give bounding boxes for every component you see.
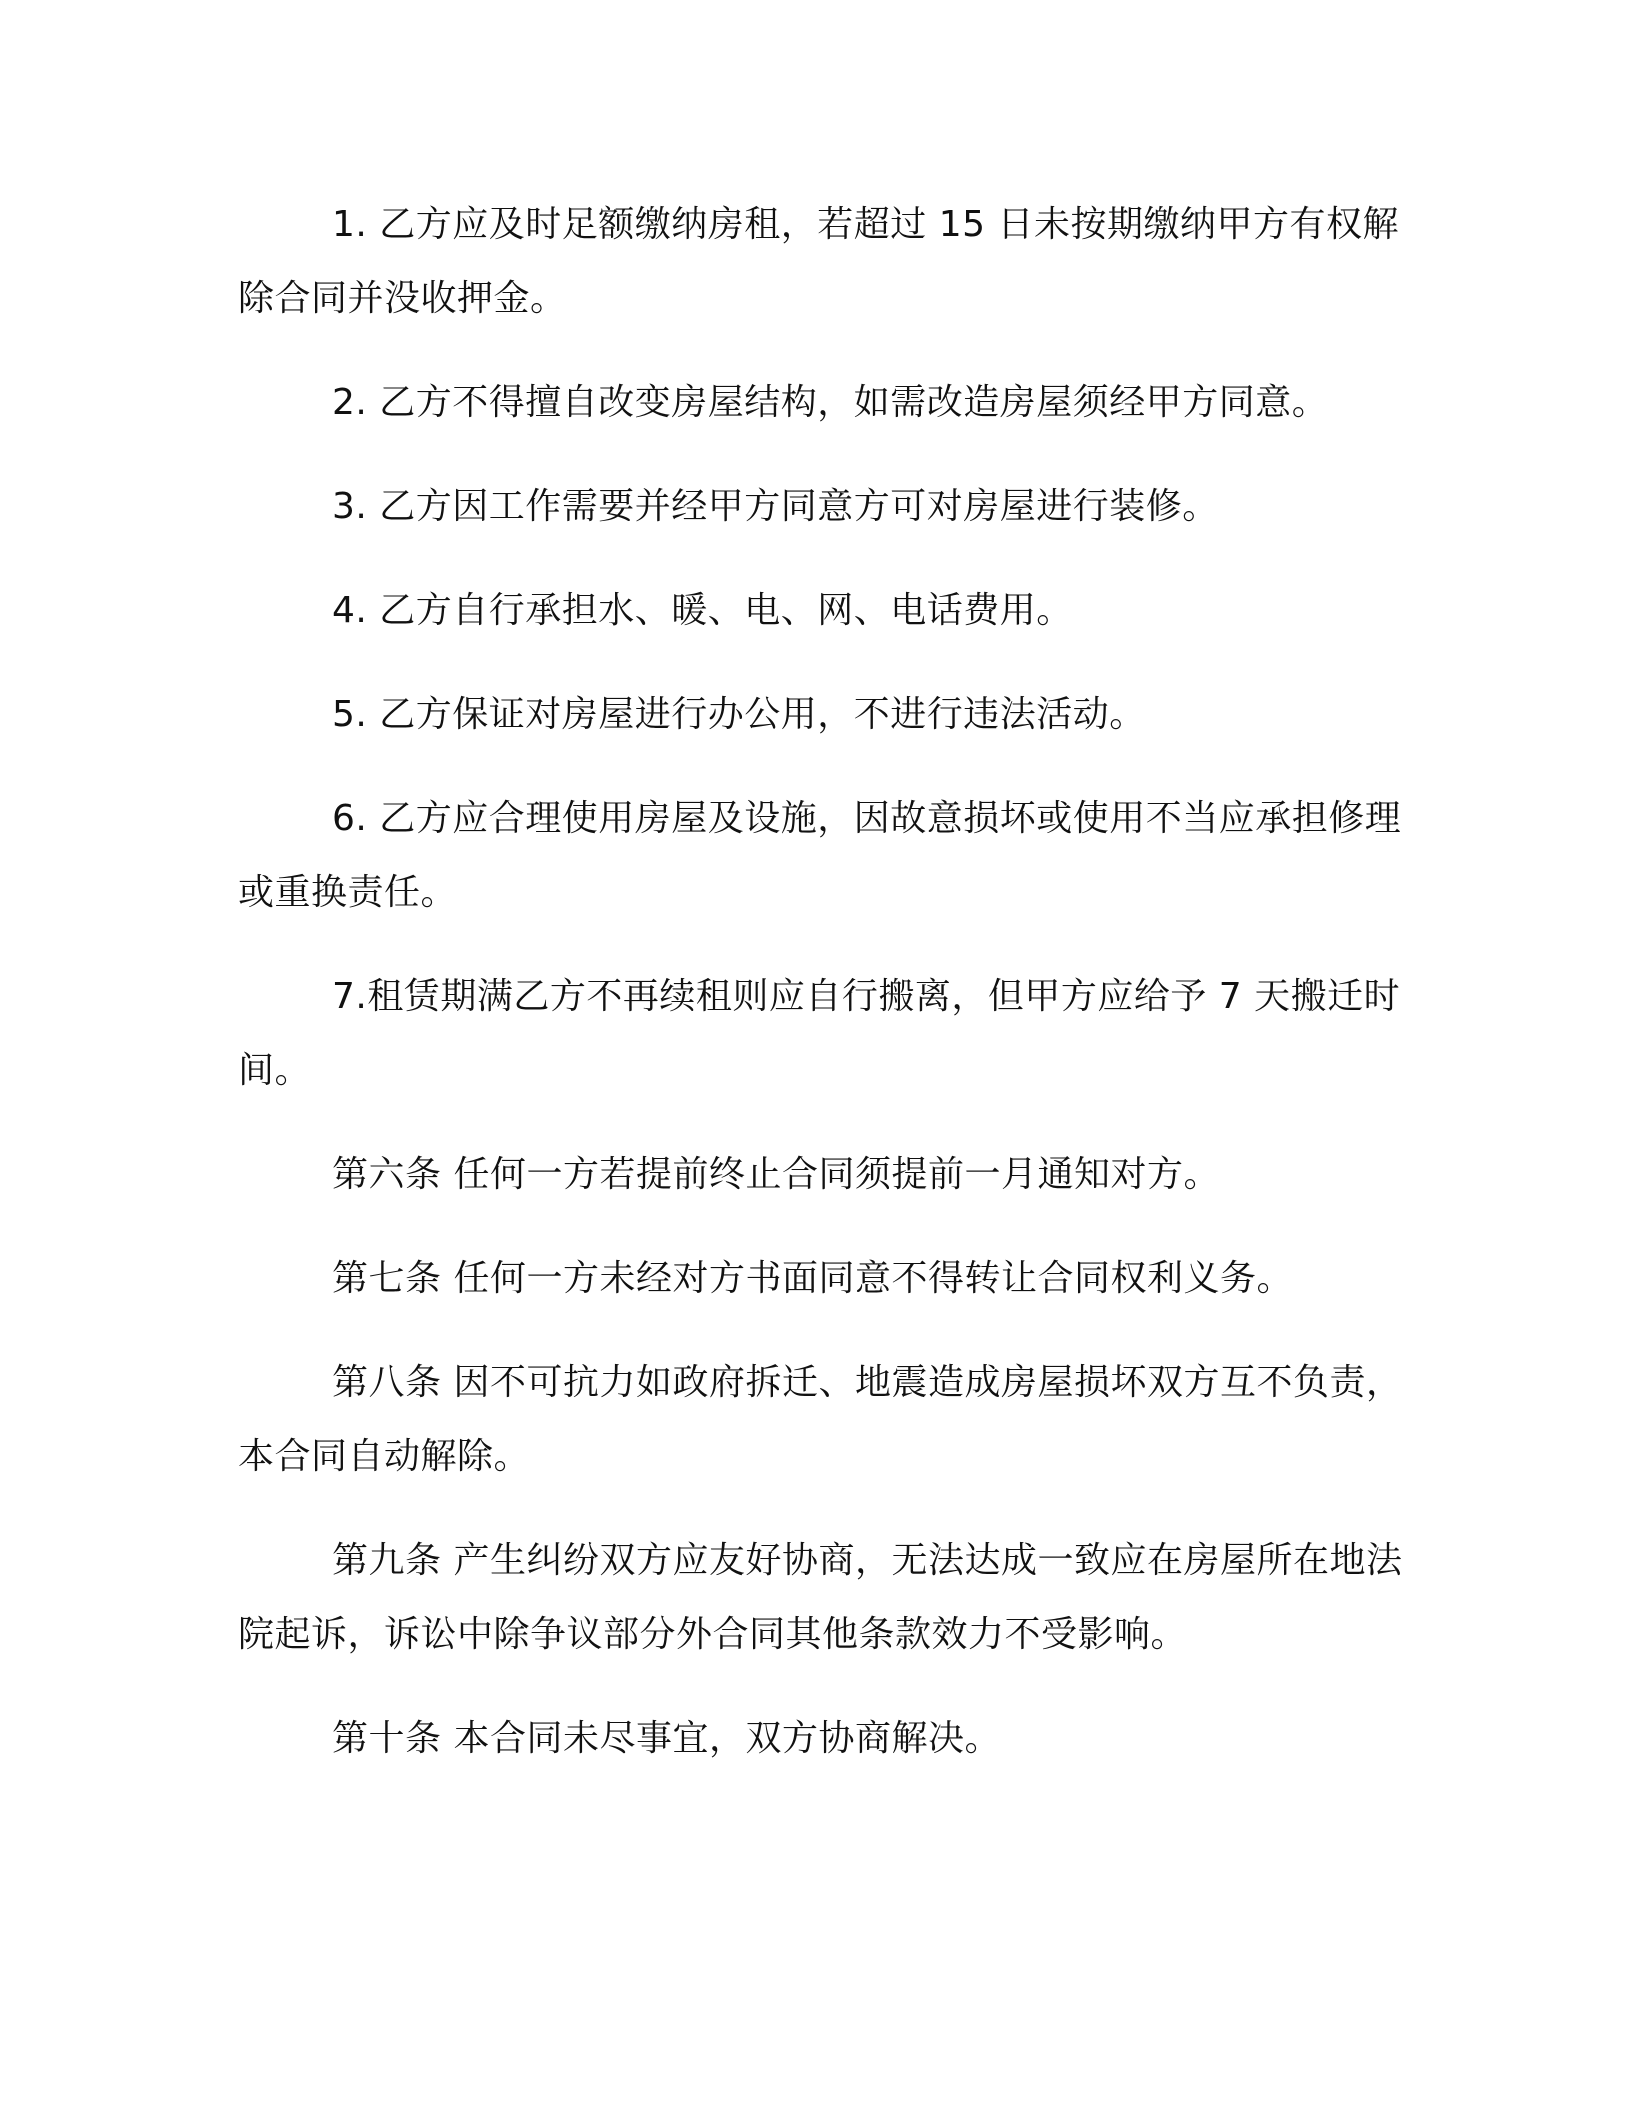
clause-5-item-7: 7.租赁期满乙方不再续租则应自行搬离，但甲方应给予 7 天搬迁时间。 (238, 976, 1401, 1091)
clause-7: 第七条 任何一方未经对方书面同意不得转让合同权利义务。 (332, 1258, 1293, 1299)
clause-10: 第十条 本合同未尽事宜，双方协商解决。 (332, 1718, 1001, 1759)
document-body (238, 188, 1408, 1806)
clause-8: 第八条 因不可抗力如政府拆迁、地震造成房屋损坏双方互不负责，本合同自动解除。 (238, 1362, 1403, 1477)
clause-5-item-1: 1. 乙方应及时足额缴纳房租，若超过 15 日未按期缴纳甲方有权解除合同并没收押金。 (238, 204, 1399, 319)
clause-5-item-4: 4. 乙方自行承担水、暖、电、网、电话费用。 (332, 590, 1073, 631)
clause-6: 第六条 任何一方若提前终止合同须提前一月通知对方。 (332, 1154, 1220, 1195)
clause-9: 第九条 产生纠纷双方应友好协商，无法达成一致应在房屋所在地法院起诉，诉讼中除争议部分外合同其他条款效力不受影响。 (238, 1540, 1403, 1655)
clause-5-item-5: 5. 乙方保证对房屋进行办公用，不进行违法活动。 (332, 694, 1146, 735)
clause-5-item-6: 6. 乙方应合理使用房屋及设施，因故意损坏或使用不当应承担修理或重换责任。 (238, 798, 1402, 913)
clause-5-item-3: 3. 乙方因工作需要并经甲方同意方可对房屋进行装修。 (332, 486, 1219, 527)
clause-5-item-2: 2. 乙方不得擅自改变房屋结构，如需改造房屋须经甲方同意。 (332, 382, 1329, 423)
